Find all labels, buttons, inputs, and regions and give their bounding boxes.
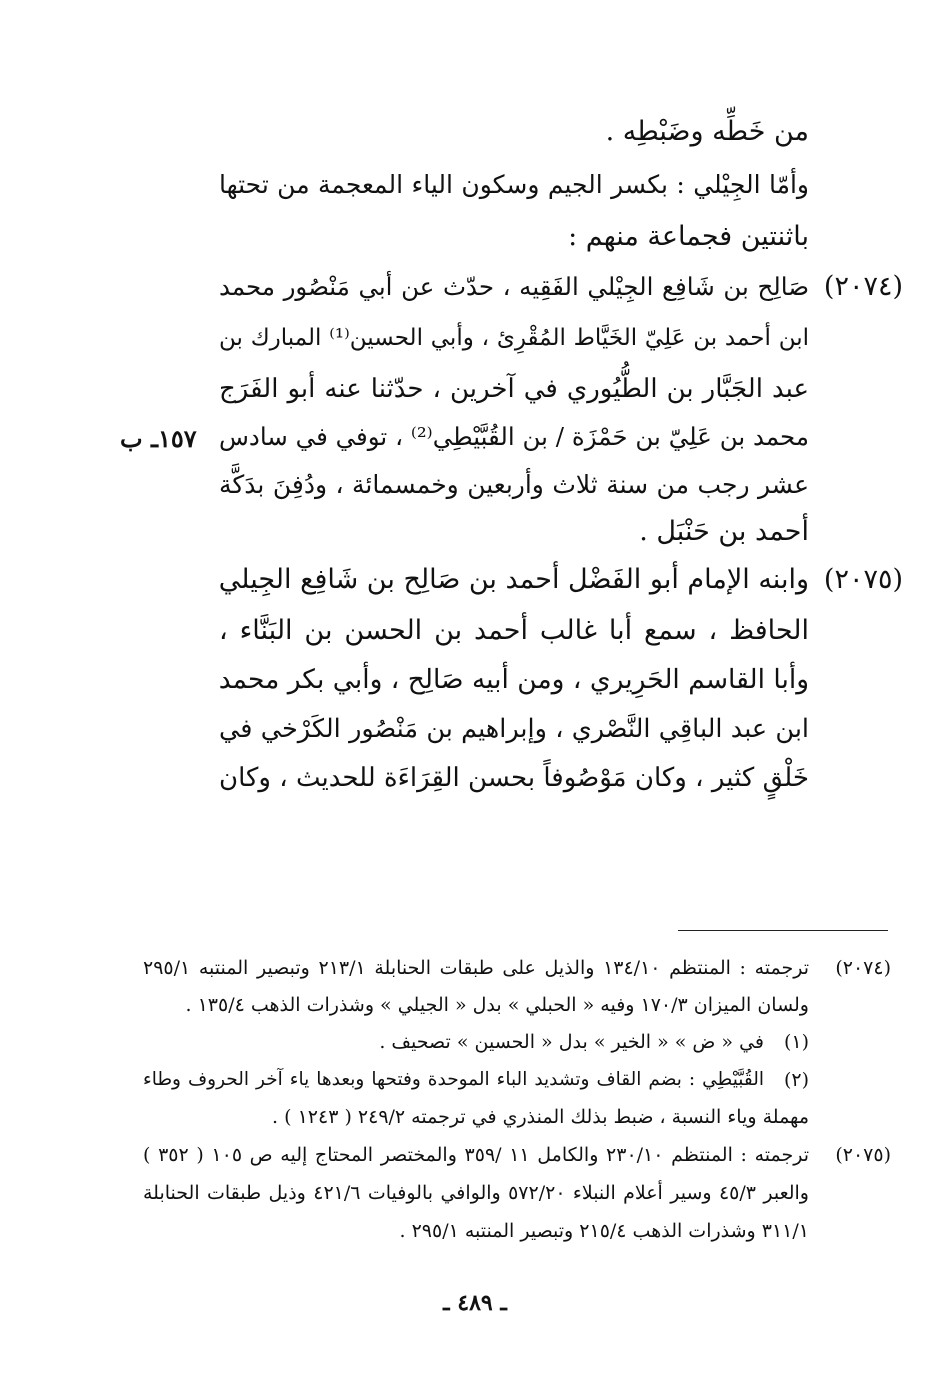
- entry-line: محمد بن عَلِيّ بن حَمْزَة / بن القُبَّيْطِي⁽²⁾ ، توفي في سادس: [219, 422, 809, 451]
- footnote-separator: [678, 930, 888, 931]
- entry-line: الحافظ ، سمع أبا غالب أحمد بن الحسن بن البَنَّاء ،: [219, 615, 809, 646]
- entry-line: صَالِح بن شَافِع الجِيْلي الفَقِيه ، حدّث عن أبي مَنْصُور محمد: [219, 272, 809, 301]
- intro-line: وأمّا الجِيْلي : بكسر الجيم وسكون الياء المعجمة من تحتها: [219, 170, 809, 199]
- entry-line: وأبا القاسم الحَرِيري ، ومن أبيه صَالِح ، وأبي بكر محمد: [218, 664, 809, 695]
- footnote-number: (١): [783, 1031, 809, 1053]
- footnote-number: (٢): [783, 1069, 809, 1091]
- page-number: ـ ٤٨٩ ـ: [443, 1290, 507, 1316]
- intro-line: باثنتين فجماعة منهم :: [568, 221, 809, 252]
- folio-marker: ١٥٧ـ ب: [120, 424, 197, 453]
- footnote-number: (٢٠٧٥): [835, 1144, 891, 1166]
- footnote-line: ٣١١/١ وشذرات الذهب ٢١٥/٤ وتبصير المنتبه ٢٩٥/١ .: [399, 1220, 809, 1242]
- footnote-line: ترجمته : المنتظم ١٣٤/١٠ والذيل على طبقات الحنابلة ٢١٣/١ وتبصير المنتبه ٢٩٥/١: [143, 957, 809, 979]
- entry-line: خَلْقٍ كثير ، وكان مَوْصُوفاً بحسن القِرَاءَة للحديث ، وكان: [219, 763, 809, 793]
- entry-number: (٢٠٧٤): [823, 271, 903, 302]
- footnote-line: ولسان الميزان ١٧٠/٣ وفيه « الحبلي » بدل « الجيلي » وشذرات الذهب ١٣٥/٤ .: [185, 994, 809, 1016]
- entry-line: أحمد بن حَنْبَل .: [639, 516, 809, 547]
- footnote-number: (٢٠٧٤): [835, 957, 891, 979]
- footnote-line: مهملة وياء النسبة ، ضبط بذلك المنذري في ترجمته ٢٤٩/٢ ( ١٢٤٣ ) .: [272, 1106, 809, 1128]
- footnote-line: والعبر ٤٥/٣ وسير أعلام النبلاء ٥٧٢/٢٠ والوافي بالوفيات ٤٢١/٦ وذيل طبقات الحنابلة: [143, 1182, 809, 1204]
- intro-line: من خَطِّه وضَبْطِه .: [605, 116, 809, 147]
- entry-line: عشر رجب من سنة ثلاث وأربعين وخمسمائة ، ودُفِنَ بدَكَّة: [219, 470, 809, 499]
- entry-line: عبد الجَبَّار بن الطُّيُوري في آخرين ، حدّثنا عنه أبو الفَرَج: [219, 374, 809, 404]
- entry-number: (٢٠٧٥): [823, 564, 903, 595]
- entry-line: وابنه الإمام أبو الفَضْل أحمد بن صَالِح بن شَافِع الجِيلي: [218, 564, 809, 595]
- entry-line: ابن عبد الباقِي النَّصْري ، وإبراهيم بن مَنْصُور الكَرْخي في: [219, 714, 809, 744]
- footnote-line: ترجمته : المنتظم ٢٣٠/١٠ والكامل ١١ /٣٥٩ والمختصر المحتاج إليه ص ١٠٥ ( ٣٥٢ ): [143, 1144, 809, 1166]
- entry-line: ابن أحمد بن عَلِيّ الخَيَّاط المُقْرِئ ، وأبي الحسين⁽¹⁾ المبارك بن: [219, 325, 809, 351]
- footnote-line: في « ض » « الخير » بدل « الحسين » تصحيف .: [379, 1031, 764, 1053]
- footnote-line: القُبَّيْطِي : بضم القاف وتشديد الباء الموحدة وفتحها وبعدها ياء آخر الحروف وطاء: [143, 1069, 764, 1090]
